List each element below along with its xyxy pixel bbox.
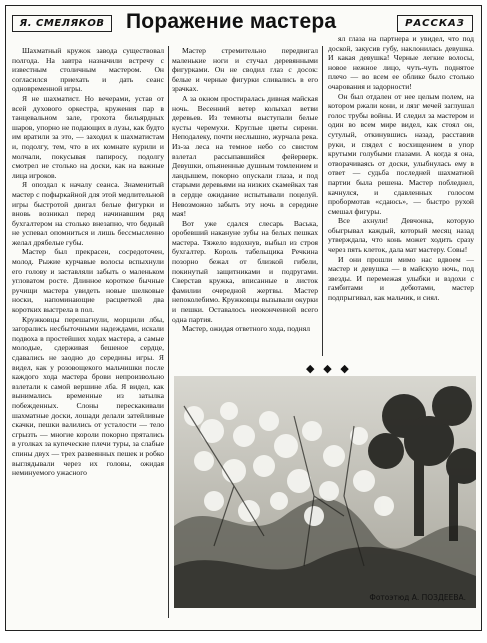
genre-box: РАССКАЗ	[397, 15, 473, 32]
photo-image	[174, 376, 476, 608]
story-title: Поражение мастера	[126, 10, 337, 33]
column2-paragraph: Мастер стремительно передвигал маленькие ноги и стучал деревянными фигурками. Он не сводил глаз с досок: белые и черные фигурки сливались в его зрачках.	[172, 46, 318, 94]
newspaper-page	[5, 5, 482, 631]
text-column-1	[12, 46, 169, 618]
text-column-2	[172, 46, 323, 356]
column3-paragraph: Все ахнули! Девчонка, которую обыгрывал каждый, который месяц назад утверждала, что конь может ходить сразу через пять клеток, дала мат мастеру. Совы!	[328, 216, 474, 255]
section-divider: ◆ ◆ ◆	[306, 363, 352, 375]
column2-paragraph: Мастер, ожидая ответного хода, поднял	[182, 324, 311, 334]
column1-paragraph: Кружковцы перешагнули, морщили лбы, загорались несбыточными надеждами, искали подвоха в простейших ходах мастера, а самые молодые, сдерживая бешеное сердце, сдавались не заодно до середины игры. Я видел, как у розовощекого мальчишки после каждого хода мастера брови непроизвольно взлетали к самой вершине лба. Я видел, как вынимались временные из затылка побежденных. Слоны перескакивали шахматные доски, лошади делали затейливые скачки, пешки валились от усталости — тело сгрызть — многие короли покорно прятались в уголках за купеческие плечи туры, за слабые спины двух — трех развеянных пешек и робко выглядывали через их головы, ожидая неминуемого ужасного	[12, 314, 164, 478]
photo-caption: Фотоэтюд А. ПОЗДЕЕВА.	[369, 593, 466, 602]
column3-paragraph: Он был отдален от нее целым полем, на котором ржали кони, и лязг мечей заглушал голос трубы войны. И следил за мастером и один во всем мире видел, как стоял он, сутулый, откинувшись назад, расставив руки, и глядел с восхищением в упор крутыми голубыми глазами. А когда я она, отворачиваясь от доски, улыбнулась ему в ответ — судьба последней шахматной партии была решена. Мастер побледнел, качнулся, и сдавленных голосом пробормотав «сдаюсь», — быстро рухой смешал фигуры.	[328, 91, 474, 216]
column3-paragraph: И они прошли мимо нас вдвоем — мастер и девушка — в майскую ночь, под звезды. И перемежая улыбки и вздохи с гамбитами и дебютами, мастер подпрыгивал, как мальчик, и сиял.	[328, 254, 474, 303]
photo	[174, 376, 476, 608]
column3-paragraph: ял глаза на партнера и увидел, что под доской, закусив губу, наклонилась девушка. И какая девушка! Черные легкие волосы, новое нежное лицо, чуть-чуть поднятое плечо — во всем ее облике было столько очарования и задорности!	[328, 34, 474, 91]
text-column-3	[328, 34, 474, 356]
column1-paragraph: Я опоздал к началу сеанса. Знаменитый мастер с пофыркайной для этой медлительной игры быстротой двигал белые фигурки и вновь возникал перед начинавшим ряд бухгалтером на столько внезапно, что бедный не успевал опомниться и лишь бессмысленно желал дрябелые губы.	[12, 180, 164, 247]
column2-paragraph: Вот уже сдался слесарь Васька, оробевший накануне зубы на белых пешках мастера. Тяжело вздохнув, выбыл из строя бухгалтер. Король табельщика Речкина позорно бежал от близкой гибели, покинутый защитниками и подругами. Сверстав кружка, вписанные в листок фамилии очередной жертвы. Мастер непоколебимо. Кружковцы вызывали окурки и пешки. Оставалось неоконченной всего одна партия.	[172, 218, 318, 324]
column1-paragraph: Мастер был прекрасен, сосредоточен, молод. Рыжие курчавые волосы вспыхнули его голову и заставляли забыть о маленьком угловатом росте. Длинное короткое бычные ручищи мастера увидеть новые шелковые носки, напоминающие расцветкой два коротких выстрела в пол.	[12, 247, 164, 315]
column1-paragraph: Я не шахматист. Но вечерами, устав от всей духового оркестра, кружения пар в танцевальном зале, грохота бильярдных шаров, упорно не подающих в лузы, как будто им вратили за это, — заходил к шахматистам и, подолгу, тем, что в их комнате курили и молчали, покусывая папиросу, подолгу смотрел не столько на доски, как на важные лица игроков.	[12, 93, 164, 180]
author-box: Я. СМЕЛЯКОВ	[12, 15, 112, 32]
column2-paragraph: А за окном простиралась дивная майская ночь. Весенний ветер колыхал ветви деревьев. Из темноты выступали белые кусты черемухи. Круглые цветы сирени. Неподалеку, почти неслышно, журчала река. Из-за леса на темное небо со свистом взлетал рассыпавшийся фейерверк. Девушки, опьяненные душным томлением и ландышем, покорно опускали глаза, и под старыми деревьями на низких скамейках тая в сердце ожидание испытывали поцелуй. Невозможно забыть эту ночь в середине мая!	[172, 93, 318, 219]
column1-paragraph: Шахматный кружок завода существовал полгода. На завтра назначили встречу с известным столичным мастером. Он согласился приехать и дать сеанс одновременной игры.	[12, 46, 164, 94]
